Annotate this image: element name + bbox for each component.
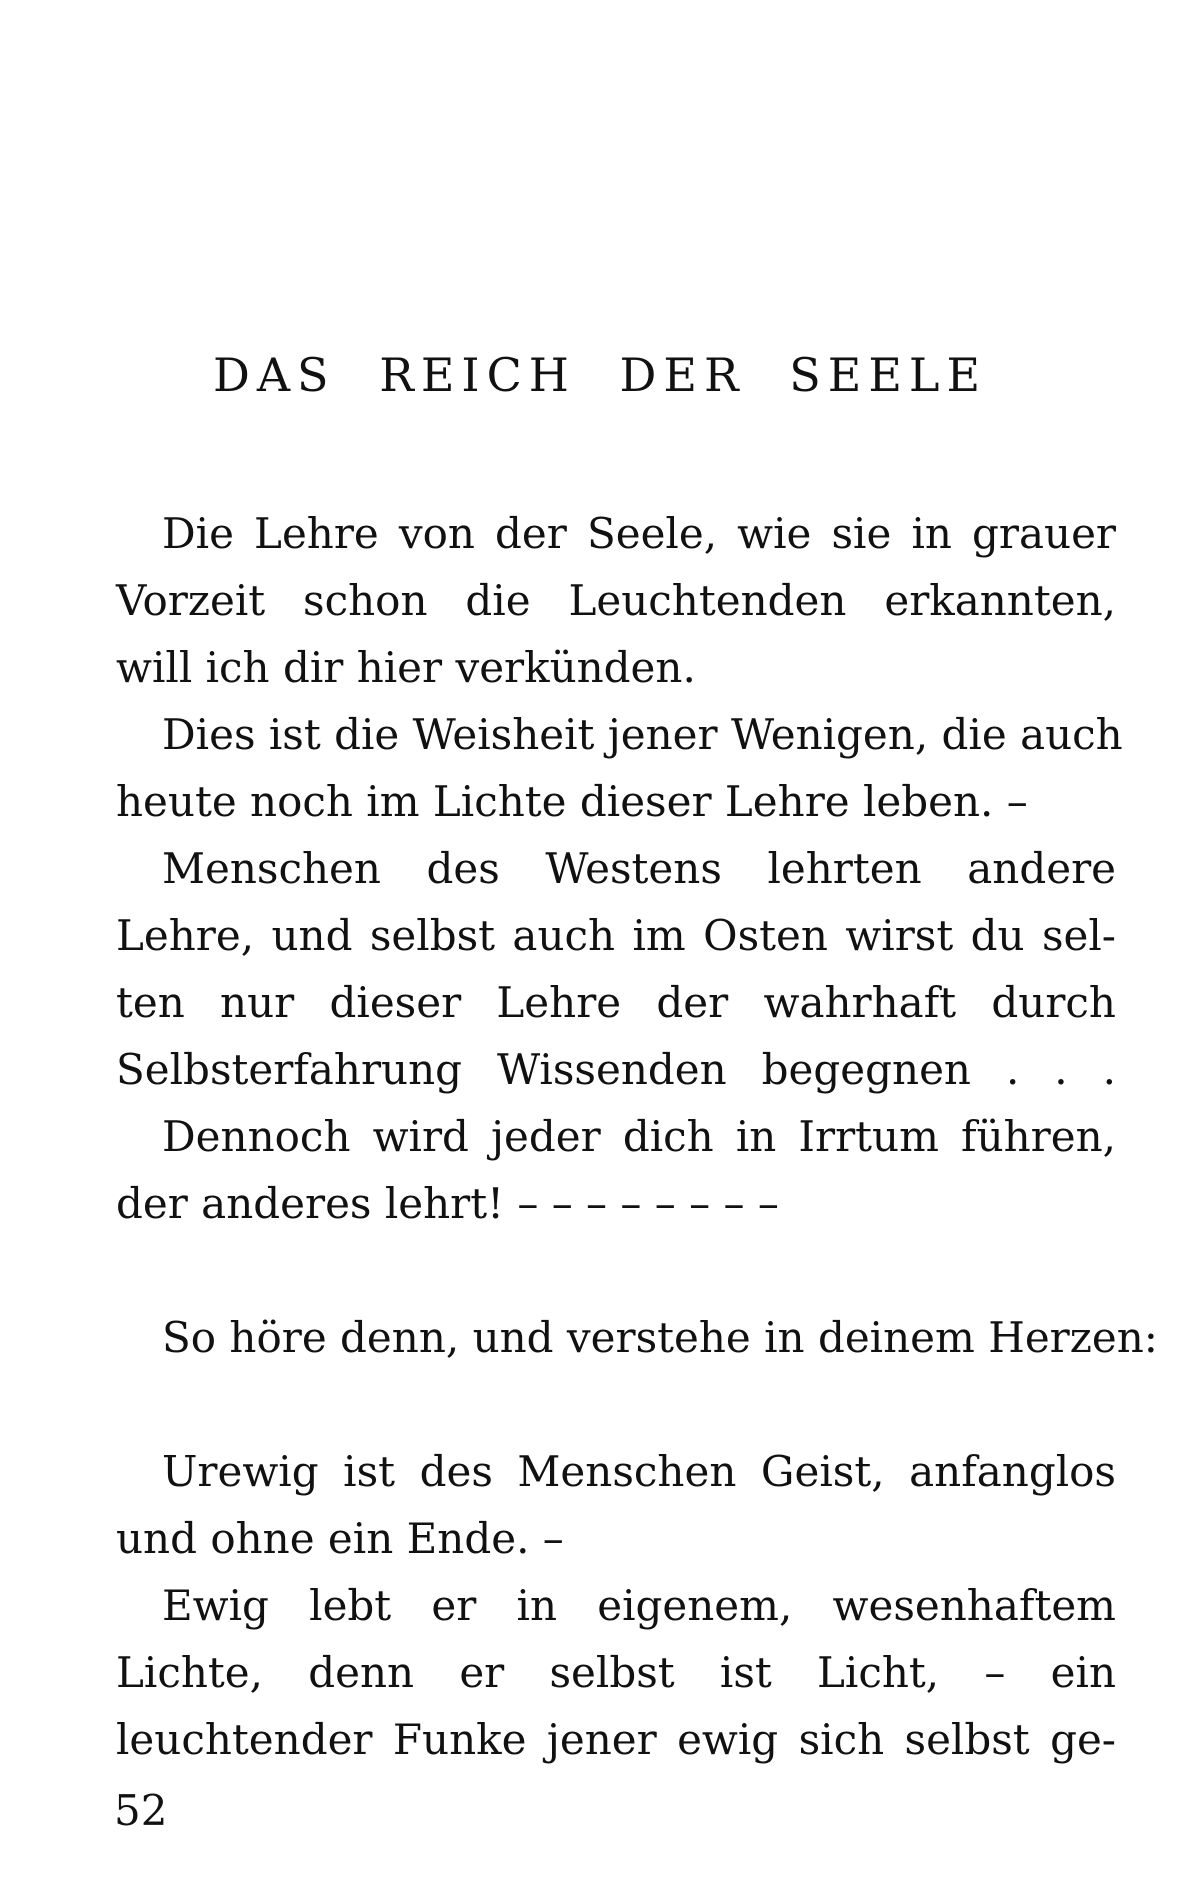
text-line: Die Lehre von der Seele, wie sie in grauer bbox=[162, 509, 1116, 558]
text-line: Selbsterfahrung Wissenden begegnen . . . bbox=[116, 1045, 1116, 1094]
text-line: Urewig ist des Menschen Geist, anfanglos bbox=[162, 1447, 1116, 1496]
text-line: So höre denn, und verstehe in deinem Herzen: bbox=[162, 1313, 1158, 1362]
text-line: will ich dir hier verkünden. bbox=[116, 643, 696, 692]
text-line: Lichte, denn er selbst ist Licht, – ein bbox=[116, 1648, 1116, 1697]
body-text bbox=[116, 500, 1158, 1773]
chapter-title: DAS REICH DER SEELE bbox=[212, 348, 988, 402]
page-number: 52 bbox=[114, 1786, 168, 1835]
text-line: und ohne ein Ende. – bbox=[116, 1514, 564, 1563]
paragraph-gap bbox=[116, 1371, 1116, 1438]
text-line: heute noch im Lichte dieser Lehre leben. – bbox=[116, 777, 1028, 826]
text-line: Menschen des Westens lehrten andere bbox=[162, 844, 1116, 893]
text-line: Ewig lebt er in eigenem, wesenhaftem bbox=[162, 1581, 1116, 1630]
text-line: Dennoch wird jeder dich in Irrtum führen, bbox=[162, 1112, 1116, 1161]
text-line: der anderes lehrt! – – – – – – – – bbox=[116, 1179, 779, 1228]
text-line: ten nur dieser Lehre der wahrhaft durch bbox=[116, 978, 1116, 1027]
text-line: Vorzeit schon die Leuchtenden erkannten, bbox=[116, 576, 1116, 625]
text-line: Dies ist die Weisheit jener Wenigen, die auch bbox=[162, 710, 1123, 759]
paragraph-gap bbox=[116, 1237, 1116, 1304]
text-line: leuchtender Funke jener ewig sich selbst ge- bbox=[116, 1715, 1116, 1764]
text-line: Lehre, und selbst auch im Osten wirst du sel- bbox=[116, 911, 1116, 960]
